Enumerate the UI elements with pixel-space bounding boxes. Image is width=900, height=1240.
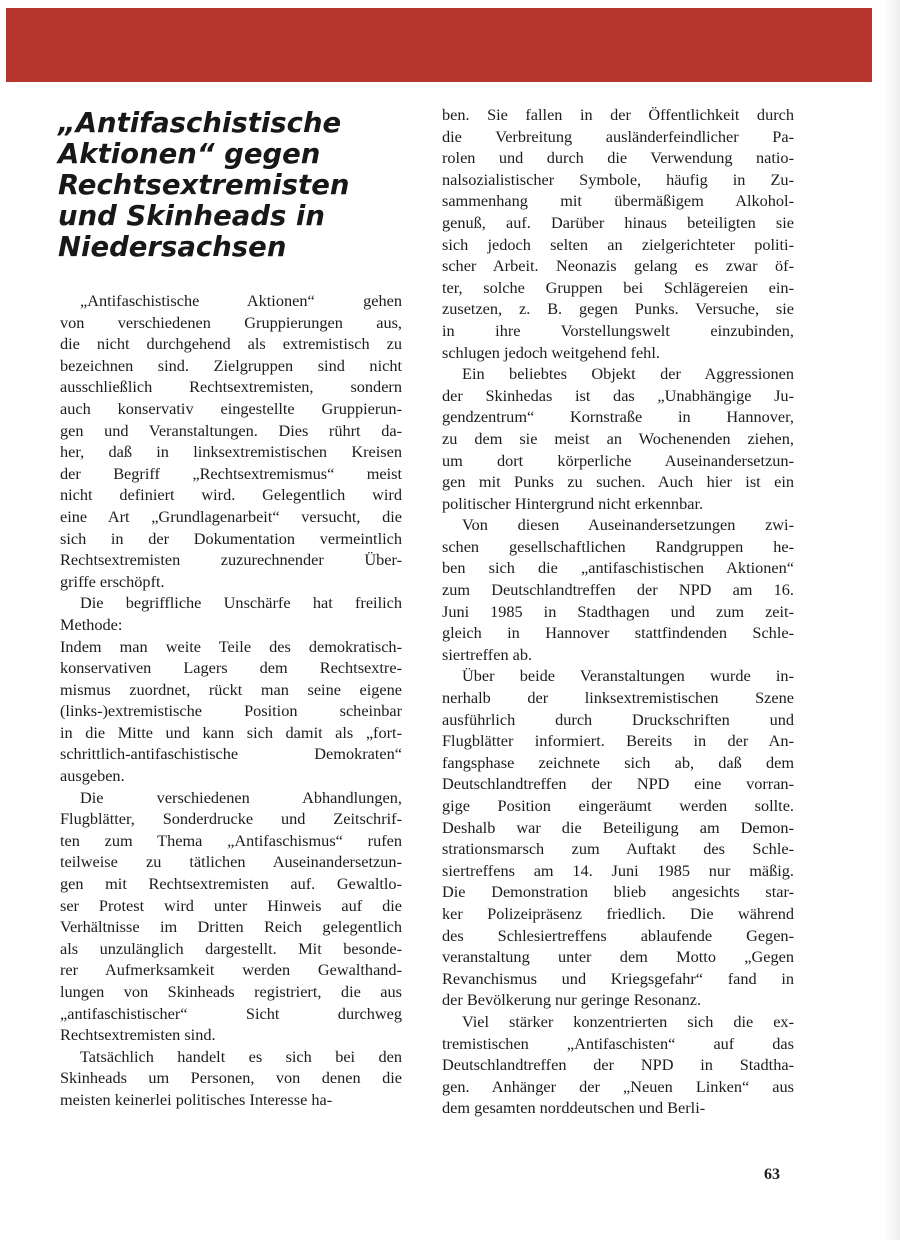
text-line: in die Mitte und kann sich damit als „fort- — [60, 722, 402, 742]
paragraph — [60, 1046, 402, 1111]
text-line: konservativen Lagers dem Rechtsextre- — [60, 658, 402, 678]
text-line: „Antifaschistische Aktionen“ gehen — [80, 291, 402, 310]
text-line: Deutschlandtreffen der NPD in Stadtha- — [442, 1055, 794, 1075]
text-line: zusetzen, z. B. gegen Punks. Versuche, sie — [442, 299, 794, 319]
text-line: ben sich die „antifaschistischen Aktionen“ — [442, 558, 794, 578]
text-line: nerhalb der linksextremistischen Szene — [442, 688, 794, 708]
text-line: ausschließlich Rechtsextremisten, sondern — [60, 377, 402, 397]
text-line: als unzulänglich dargestellt. Mit besonde- — [60, 938, 402, 958]
text-line: gen mit Rechtsextremisten auf. Gewaltlo- — [60, 874, 402, 894]
text-line: her, daß in linksextremistischen Kreisen — [60, 442, 402, 462]
text-line: siertreffen ab. — [442, 644, 533, 664]
text-line: gige Position eingeräumt werden sollte. — [442, 796, 794, 815]
text-line: des Schlesiertreffens ablaufende Gegen- — [442, 925, 794, 945]
text-line: zum Deutschlandtreffen der NPD am 16. — [442, 580, 794, 600]
text-line: der Skinhedas ist das „Unabhängige Ju- — [442, 385, 794, 405]
text-line: politischer Hintergrund nicht erkennbar. — [442, 493, 704, 513]
text-line: Flugblätter informiert. Bereits in der An- — [442, 731, 794, 751]
article-title — [58, 108, 388, 263]
paragraph — [442, 1011, 794, 1119]
text-line: Die begriffliche Unschärfe hat freilich — [80, 593, 402, 613]
paragraph — [442, 514, 794, 665]
text-line: um dort körperliche Auseinandersetzun- — [442, 450, 794, 470]
text-line: ker Polizeipräsenz friedlich. Die während — [442, 903, 794, 923]
text-line: ten zum Thema „Antifaschismus“ rufen — [60, 830, 402, 850]
left-text-column — [60, 290, 402, 1111]
text-line: sich jedoch selten an zielgerichteter politi- — [442, 234, 794, 254]
paragraph — [442, 665, 794, 1011]
text-line: nalsozialistischer Symbole, häufig in Zu- — [442, 169, 794, 189]
paragraph — [60, 787, 402, 1046]
text-line: Über beide Veranstaltungen wurde in- — [462, 666, 794, 686]
paragraph — [60, 636, 402, 787]
text-line: Skinheads um Personen, von denen die — [60, 1068, 402, 1088]
title-line: Aktionen“ gegen — [58, 138, 321, 170]
text-line: gen mit Punks zu suchen. Auch hier ist ein — [442, 472, 794, 492]
text-line: Viel stärker konzentrierten sich die ex- — [462, 1011, 794, 1031]
text-line: ter, solche Gruppen bei Schlägereien ein- — [442, 277, 794, 297]
text-line: genuß, auf. Darüber hinaus beteiligten sie — [442, 212, 794, 232]
paragraph — [60, 592, 402, 635]
text-line: ben. Sie fallen in der Öffentlichkeit durch — [442, 105, 794, 124]
text-line: fangsphase zeichnete sich ab, daß dem — [442, 752, 794, 772]
text-line: Ein beliebtes Objekt der Aggressionen — [462, 364, 794, 384]
title-line: Niedersachsen — [58, 231, 287, 263]
text-line: Deutschlandtreffen der NPD eine vorran- — [442, 774, 794, 794]
text-line: sich in der Dokumentation vermeintlich — [60, 528, 402, 548]
text-line: ausgeben. — [60, 766, 125, 786]
text-line: ser Protest wird unter Hinweis auf die — [60, 895, 402, 915]
text-line: Indem man weite Teile des demokratisch- — [60, 636, 402, 656]
title-line: Rechtsextremisten — [58, 169, 350, 201]
text-line: schrittlich-antifaschistische Demokraten“ — [60, 744, 402, 764]
text-line: lungen von Skinheads registriert, die aus — [60, 982, 402, 1001]
text-line: gen. Anhänger der „Neuen Linken“ aus — [442, 1076, 794, 1096]
text-line: schlugen jedoch weitgehend fehl. — [442, 342, 660, 362]
text-line: gen und Veranstaltungen. Dies rührt da- — [60, 420, 402, 440]
page-number: 63 — [764, 1166, 780, 1183]
page-edge-shadow — [884, 0, 900, 1240]
paragraph — [442, 104, 794, 363]
paragraph — [60, 290, 402, 592]
text-line: die Verbreitung ausländerfeindlicher Pa- — [442, 126, 794, 146]
text-line: strationsmarsch zum Auftakt des Schle- — [442, 839, 794, 859]
header-color-band — [6, 8, 872, 82]
text-line: bezeichnen sind. Zielgruppen sind nicht — [60, 355, 402, 375]
text-line: siertreffens am 14. Juni 1985 nur mäßig. — [442, 860, 794, 880]
text-line: nicht definiert wird. Gelegentlich wird — [60, 485, 402, 505]
text-line: die nicht durchgehend als extremistisch zu — [60, 334, 402, 354]
text-line: Rechtsextremisten sind. — [60, 1025, 216, 1045]
right-text-column — [442, 104, 794, 1119]
text-line: „antifaschistischer“ Sicht durchweg — [60, 1003, 402, 1023]
text-line: griffe erschöpft. — [60, 571, 165, 591]
text-line: in ihre Vorstellungswelt einzubinden, — [442, 320, 794, 340]
text-line: sammenhang mit übermäßigem Alkohol- — [442, 191, 794, 211]
paragraph — [442, 363, 794, 514]
text-line: gleich in Hannover stattfindenden Schle- — [442, 623, 794, 643]
text-line: Rechtsextremisten zuzurechnender Über- — [60, 550, 402, 570]
title-line: „Antifaschistische — [58, 107, 342, 139]
text-line: scher Arbeit. Neonazis gelang es zwar öf- — [442, 256, 794, 276]
text-line: Deshalb war die Beteiligung am Demon- — [442, 817, 794, 837]
text-line: auch konservativ eingestellte Gruppierun- — [60, 398, 402, 418]
text-line: dem gesamten norddeutschen und Berli- — [442, 1098, 706, 1118]
text-line: veranstaltung unter dem Motto „Gegen — [442, 947, 794, 967]
text-line: zu dem sie meist an Wochenenden ziehen, — [442, 428, 794, 448]
text-line: teilweise zu tätlichen Auseinandersetzun- — [60, 852, 402, 872]
text-line: der Begriff „Rechtsextremismus“ meist — [60, 463, 402, 483]
text-line: gendzentrum“ Kornstraße in Hannover, — [442, 407, 794, 427]
text-line: Tatsächlich handelt es sich bei den — [80, 1046, 402, 1066]
text-line: tremistischen „Antifaschisten“ auf das — [442, 1033, 794, 1053]
text-line: Juni 1985 in Stadthagen und zum zeit- — [442, 601, 794, 621]
text-line: Von diesen Auseinandersetzungen zwi- — [462, 515, 794, 535]
text-line: Die verschiedenen Abhandlungen, — [80, 787, 402, 807]
text-line: schen gesellschaftlichen Randgruppen he- — [442, 536, 794, 556]
text-line: rer Aufmerksamkeit werden Gewalthand- — [60, 960, 402, 980]
title-line: und Skinheads in — [58, 200, 325, 232]
text-line: Revanchismus und Kriegsgefahr“ fand in — [442, 968, 794, 988]
text-line: meisten keinerlei politisches Interesse ha- — [60, 1089, 333, 1109]
text-line: der Bevölkerung nur geringe Resonanz. — [442, 990, 702, 1010]
text-line: Flugblätter, Sonderdrucke und Zeitschrif- — [60, 809, 402, 829]
text-line: mismus zuordnet, rückt man seine eigene — [60, 679, 402, 699]
text-line: (links-)extremistische Position scheinbar — [60, 701, 402, 721]
text-line: eine Art „Grundlagenarbeit“ versucht, die — [60, 506, 402, 526]
text-line: Verhältnisse im Dritten Reich gelegentlich — [60, 917, 402, 937]
text-line: Methode: — [60, 614, 123, 634]
text-line: Die Demonstration blieb angesichts star- — [442, 882, 794, 902]
text-line: ausführlich durch Druckschriften und — [442, 709, 794, 729]
text-line: rolen und durch die Verwendung natio- — [442, 148, 794, 168]
text-line: von verschiedenen Gruppierungen aus, — [60, 312, 402, 332]
